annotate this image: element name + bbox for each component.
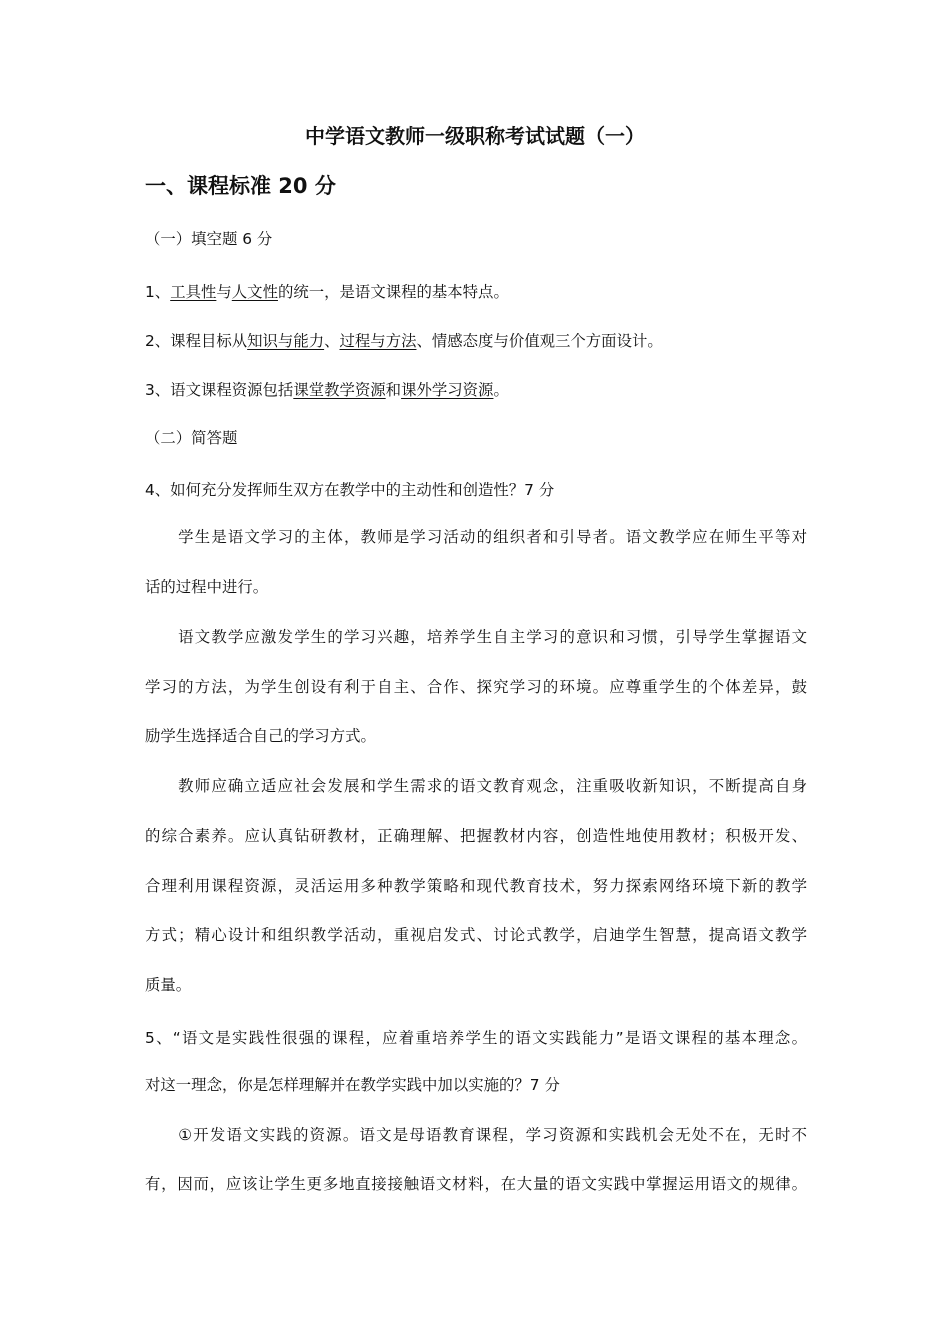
answer-line: 教师应确立适应社会发展和学生需求的语文教育观念，注重吸收新知识，不断提高自身 bbox=[145, 777, 807, 795]
section-heading: 一、课程标准 20 分 bbox=[145, 174, 336, 198]
question-5: 5、“语文是实践性很强的课程，应着重培养学生的语文实践能力”是语文课程的基本理念。 bbox=[145, 1029, 807, 1047]
answer-blank: 课外学习资源 bbox=[401, 381, 494, 399]
part-heading-short-answer: （二）简答题 bbox=[145, 429, 238, 447]
question-1-number: 1、 bbox=[145, 283, 171, 301]
answer-line: 质量。 bbox=[145, 976, 192, 994]
answer-blank: 过程与方法 bbox=[339, 332, 417, 350]
question-text: 、 bbox=[324, 332, 340, 350]
answer-line: 的综合素养。应认真钻研教材，正确理解、把握教材内容，创造性地使用教材；积极开发、 bbox=[145, 827, 807, 845]
answer-line: 方式；精心设计和组织教学活动，重视启发式、讨论式教学，启迪学生智慧，提高语文教学 bbox=[145, 926, 807, 944]
question-1 bbox=[145, 282, 509, 302]
answer-blank: 工具性 bbox=[170, 283, 217, 301]
question-text: 、情感态度与价值观三个方面设计。 bbox=[416, 332, 663, 350]
answer-line: 合理利用课程资源，灵活运用多种教学策略和现代教育技术，努力探索网络环境下新的教学 bbox=[145, 877, 807, 895]
answer-blank: 人文性 bbox=[231, 283, 278, 301]
question-4: 4、如何充分发挥师生双方在教学中的主动性和创造性？7 分 bbox=[145, 481, 555, 499]
answer-blank: 知识与能力 bbox=[247, 332, 325, 350]
question-text: 与 bbox=[216, 283, 232, 301]
answer-line: 语文教学应激发学生的学习兴趣，培养学生自主学习的意识和习惯，引导学生掌握语文 bbox=[145, 628, 807, 646]
question-3 bbox=[145, 380, 509, 400]
answer-line: 有，因而，应该让学生更多地直接接触语文材料，在大量的语文实践中掌握运用语文的规律。 bbox=[145, 1175, 807, 1193]
question-2-number: 2、课程目标从 bbox=[145, 332, 248, 350]
answer-line: 励学生选择适合自己的学习方式。 bbox=[145, 727, 376, 745]
part-heading-fill-in: （一）填空题 6 分 bbox=[145, 230, 273, 248]
answer-blank: 课堂教学资源 bbox=[293, 381, 386, 399]
question-text: 的统一，是语文课程的基本特点。 bbox=[277, 283, 509, 301]
question-3-number: 3、语文课程资源包括 bbox=[145, 381, 294, 399]
page-title: 中学语文教师一级职称考试试题（一） bbox=[305, 124, 645, 148]
answer-line: 学习的方法，为学生创设有利于自主、合作、探究学习的环境。应尊重学生的个体差异，鼓 bbox=[145, 678, 807, 696]
answer-line: 学生是语文学习的主体，教师是学习活动的组织者和引导者。语文教学应在师生平等对 bbox=[145, 528, 807, 546]
question-5-continued: 对这一理念，你是怎样理解并在教学实践中加以实施的？7 分 bbox=[145, 1076, 560, 1094]
question-text: 和 bbox=[385, 381, 402, 399]
answer-line: ①开发语文实践的资源。语文是母语教育课程，学习资源和实践机会无处不在，无时不 bbox=[145, 1126, 807, 1144]
question-2 bbox=[145, 331, 663, 351]
answer-line: 话的过程中进行。 bbox=[145, 578, 269, 596]
question-text: 。 bbox=[493, 381, 509, 399]
